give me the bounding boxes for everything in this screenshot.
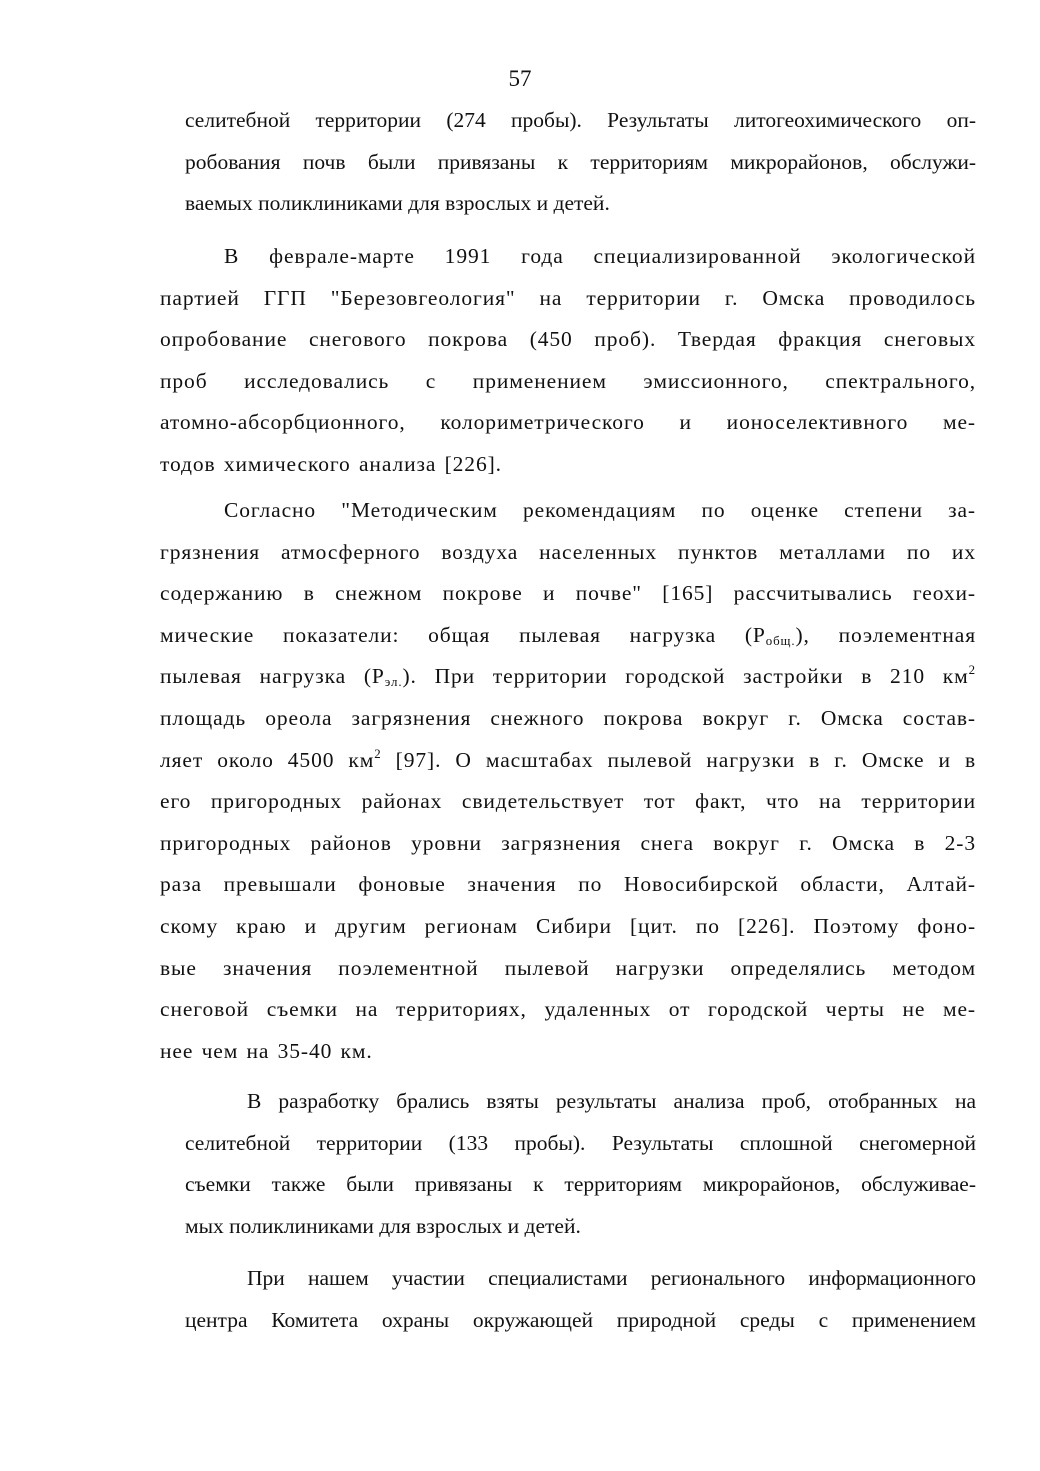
text-line: опробование снегового покрова (450 проб). Твердая фракция снеговых [160,327,976,352]
text-line: пригородных районов уровни загрязнения снега вокруг г. Омска в 2-3 [160,830,976,855]
page-number: 57 [508,66,532,91]
paragraph-2 [160,236,976,486]
text-line: снеговой съемки на территориях, удаленных от городской черты не ме- [160,997,976,1022]
text-line: его пригородных районах свидетельствует тот факт, что на территории [160,789,976,814]
text-line [160,656,976,698]
text-line: При нашем участии специалистами регионального информационного [247,1266,976,1290]
text-line: атомно-абсорбционного, колориметрического и ионоселективного ме- [160,410,976,435]
text-line: проб исследовались с применением эмиссионного, спектрального, [160,368,976,393]
paragraph-4 [185,1081,976,1247]
superscript: 2 [968,663,977,678]
text-line: нее чем на 35-40 км. [160,1038,373,1063]
paragraph-3 [160,490,976,1072]
text-fragment: пылевая нагрузка (Р [160,664,385,689]
subscript: эл. [384,675,403,690]
text-line: скому краю и другим регионам Сибири [цит. по [226]. Поэтому фоно- [160,913,976,938]
subscript: общ. [765,633,796,648]
text-fragment: [97]. О масштабах пылевой нагрузки в г. Омске и в [381,747,976,772]
text-fragment: ляет около 4500 км [160,747,375,772]
text-line: В феврале-марте 1991 года специализированной экологической [224,244,976,268]
text-line: тодов химического анализа [226]. [160,451,502,476]
text-line: раза превышали фоновые значения по Новосибирской области, Алтай- [160,872,976,897]
text-line: грязнения атмосферного воздуха населенных пунктов металлами по их [160,539,976,564]
paragraph-5 [185,1258,976,1341]
text-fragment: ). При территории городской застройки в 210 км [402,664,969,689]
text-line: содержанию в снежном покрове и почве" [165] рассчитывались геохи- [160,581,976,606]
superscript: 2 [374,746,382,761]
text-line: центра Комитета охраны окружающей природной среды с применением [185,1307,976,1332]
text-fragment: ), поэлементная [795,622,976,647]
text-line: вые значения поэлементной пылевой нагрузки определялись методом [160,955,976,980]
text-fragment: мические показатели: общая пылевая нагрузка (Р [160,622,766,647]
text-line [160,740,976,782]
text-line: селитебной территории (133 пробы). Результаты сплошной снегомерной [185,1130,976,1155]
text-line: ваемых поликлиниками для взрослых и детей. [185,191,610,215]
text-line [160,615,976,657]
paragraph-1 [185,100,976,225]
text-line: робования почв были привязаны к территориям микрорайонов, обслужи- [185,149,976,174]
text-line: селитебной территории (274 пробы). Результаты литогеохимического оп- [185,108,976,132]
text-line: площадь ореола загрязнения снежного покрова вокруг г. Омска состав- [160,705,976,730]
text-line: Согласно "Методическим рекомендациям по оценке степени за- [224,498,976,522]
text-line: партией ГГП "Березовгеология" на территории г. Омска проводилось [160,285,976,310]
text-line: В разработку брались взяты результаты анализа проб, отобранных на [247,1089,976,1113]
text-line: съемки также были привязаны к территориям микрорайонов, обслуживае- [185,1172,976,1196]
text-line: мых поликлиниками для взрослых и детей. [185,1213,581,1238]
